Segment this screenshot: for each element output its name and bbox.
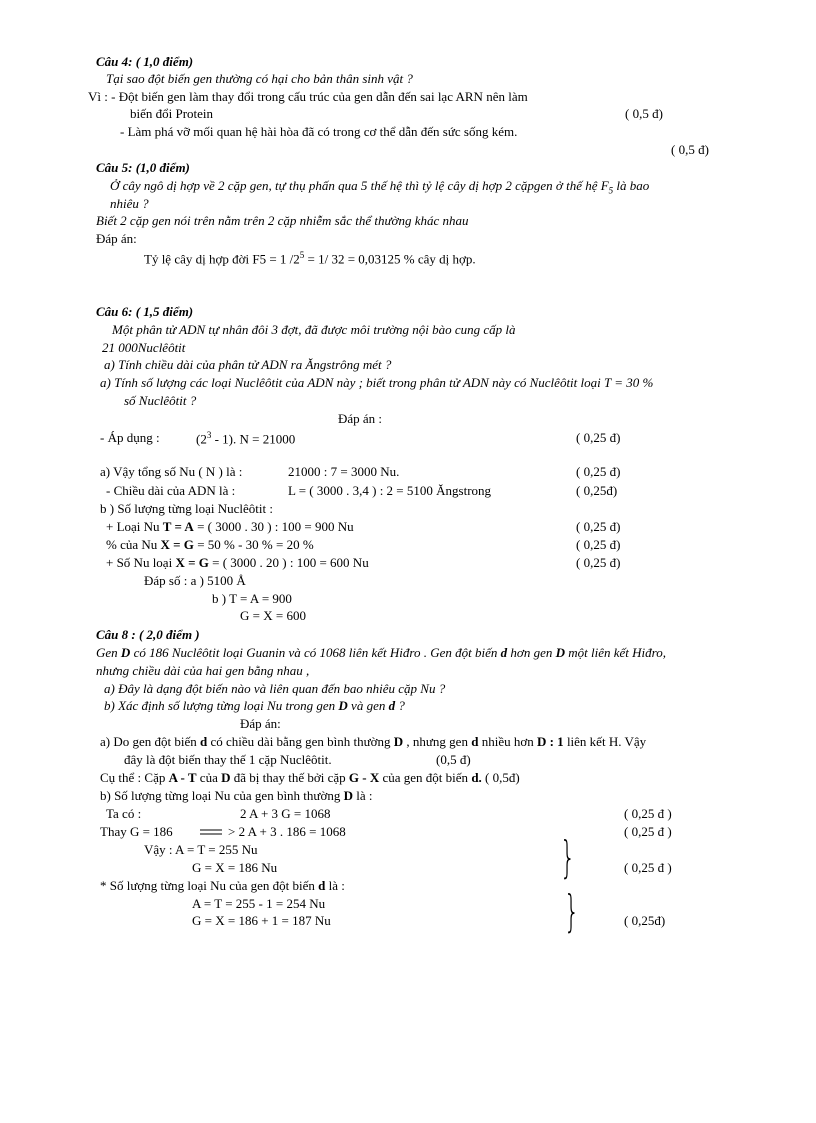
q8-b-label: b) Số lượng từng loại Nu của gen bình thường D là : bbox=[100, 788, 373, 803]
q4-answer-line: Vì : - Đột biến gen làm thay đổi trong cấu trúc của gen dẫn đến sai lạc ARN nên làm bbox=[88, 89, 528, 104]
q8-calc-label: Ta có : bbox=[106, 806, 142, 821]
score-label: ( 0,25 đ) bbox=[576, 430, 621, 445]
q8-title: Câu 8 : ( 2,0 điểm ) bbox=[96, 627, 200, 642]
q8-question-line: nhưng chiều dài của hai gen bằng nhau , bbox=[96, 663, 310, 678]
q6-apply-label: - Áp dụng : bbox=[100, 430, 160, 445]
q6-total-value: 21000 : 7 = 3000 Nu. bbox=[288, 464, 400, 479]
score-label: ( 0,25đ) bbox=[624, 913, 666, 928]
q4-answer-line: biến đổi Protein bbox=[130, 106, 214, 121]
score-label: ( 0,25 đ ) bbox=[624, 824, 672, 839]
q4-title: Câu 4: ( 1,0 điểm) bbox=[96, 54, 194, 69]
score-label: ( 0,25 đ) bbox=[576, 519, 621, 534]
q6-question-line: Một phân tử ADN tự nhân đôi 3 đợt, đã được môi trường nội bào cung cấp là bbox=[112, 322, 516, 337]
q6-length-label: - Chiều dài của ADN là : bbox=[106, 483, 236, 498]
q6-b-line: % của Nu X = G = 50 % - 30 % = 20 % bbox=[106, 537, 314, 552]
q8-question-b: b) Xác định số lượng từng loại Nu trong gen D và gen d ? bbox=[104, 698, 405, 713]
q8-answer-line: đây là đột biến thay thế 1 cặp Nuclêôtit. bbox=[124, 752, 332, 767]
q6-question-b: số Nuclêôtit ? bbox=[124, 393, 197, 408]
q4-answer-line: - Làm phá vỡ mối quan hệ hài hòa đã có trong cơ thể dẫn đến sức sống kém. bbox=[120, 124, 518, 139]
q8-mutant-line: G = X = 186 + 1 = 187 Nu bbox=[192, 913, 331, 928]
q6-b-line: + Số Nu loại X = G = ( 3000 . 20 ) : 100 = 600 Nu bbox=[106, 555, 369, 570]
q4-question: Tại sao đột biến gen thường có hại cho bản thân sinh vật ? bbox=[106, 71, 413, 86]
right-brace-icon: } bbox=[564, 886, 580, 937]
q6-apply-value: $(2^3 - 1)$. N = 21000 bbox=[196, 430, 296, 447]
score-label: ( 0,5 đ) bbox=[625, 106, 663, 121]
q5-title: Câu 5: (1,0 điểm) bbox=[96, 160, 190, 175]
q8-calc-label: Thay G = 186 bbox=[100, 824, 173, 839]
q8-question-a: a) Đây là dạng đột biến nào và liên quan đến bao nhiêu cặp Nu ? bbox=[104, 681, 446, 696]
q5-question-line: Ở cây ngô dị hợp về 2 cặp gen, tự thụ phấn qua 5 thế hệ thì tỷ lệ cây dị hợp 2 cặpgen ở thế hệ $F_5$ là bao bbox=[110, 178, 650, 196]
q6-final-answer: b ) T = A = 900 bbox=[212, 591, 292, 606]
answer-label: Đáp án: bbox=[240, 716, 281, 731]
q5-question-line: nhiêu ? bbox=[110, 196, 149, 211]
q8-result-line: G = X = 186 Nu bbox=[192, 860, 278, 875]
q8-answer-line: Cụ thể : Cặp A - T của D đã bị thay thế bởi cặp G - X của gen đột biến d. ( 0,5đ) bbox=[100, 770, 520, 785]
q6-b-line: + Loại Nu T = A = ( 3000 . 30 ) : 100 = 900 Nu bbox=[106, 519, 354, 534]
q6-final-answer: Đáp số : a ) 5100 Å bbox=[144, 573, 246, 588]
q6-question-b: a) Tính số lượng các loại Nuclêôtit của ADN này ; biết trong phân tử ADN này có Nuclêôtit loại T = 30 % bbox=[100, 375, 654, 390]
q6-length-value: L = ( 3000 . 3,4 ) : 2 = 5100 Ăngstrong bbox=[288, 483, 492, 498]
q6-b-label: b ) Số lượng từng loại Nuclêôtit : bbox=[100, 501, 273, 516]
score-label: ( 0,25 đ) bbox=[576, 555, 621, 570]
right-brace-icon: } bbox=[560, 832, 576, 883]
q8-answer-line: a) Do gen đột biến d có chiều dài bằng gen bình thường D , nhưng gen d nhiều hơn D : 1 liên kết H. Vậy bbox=[100, 734, 647, 749]
q6-total-label: a) Vậy tổng số Nu ( N ) là : bbox=[100, 464, 243, 479]
score-label: ( 0,25 đ ) bbox=[624, 806, 672, 821]
q8-calc-value: > 2 A + 3 . 186 = 1068 bbox=[228, 824, 346, 839]
q6-title: Câu 6: ( 1,5 điểm) bbox=[96, 304, 194, 319]
q8-mutant-label: * Số lượng từng loại Nu của gen đột biến d là : bbox=[100, 878, 345, 893]
q5-answer: Tỷ lệ cây dị hợp đời F5 = 1 $/2^5 = 1/$ 32 = 0,03125 % cây dị hợp. bbox=[144, 250, 476, 267]
score-label: ( 0,25 đ) bbox=[576, 537, 621, 552]
score-label: ( 0,5 đ) bbox=[671, 142, 709, 157]
q5-question-line: Biết 2 cặp gen nói trên nằm trên 2 cặp nhiễm sắc thể thường khác nhau bbox=[96, 213, 469, 228]
score-label: ( 0,25 đ ) bbox=[624, 860, 672, 875]
q8-calc-value: 2 A + 3 G = 1068 bbox=[240, 806, 331, 821]
score-label: ( 0,25 đ) bbox=[576, 464, 621, 479]
q6-question-a: a) Tính chiều dài của phân tử ADN ra Ăngstrông mét ? bbox=[104, 357, 392, 372]
q8-question-line: Gen D có 186 Nuclêôtit loại Guanin và có 1068 liên kết Hiđro . Gen đột biến d hơn gen D một liên kết Hiđro, bbox=[96, 645, 666, 660]
score-label: ( 0,25đ) bbox=[576, 483, 618, 498]
implies-arrow-icon bbox=[200, 827, 228, 837]
q6-question-line: 21 000Nuclêôtit bbox=[102, 340, 186, 355]
q8-result-line: Vậy : A = T = 255 Nu bbox=[144, 842, 258, 857]
score-label: (0,5 đ) bbox=[436, 752, 471, 767]
answer-label: Đáp án: bbox=[96, 231, 137, 246]
answer-label: Đáp án : bbox=[338, 411, 383, 426]
q6-final-answer: G = X = 600 bbox=[240, 608, 306, 623]
q8-mutant-line: A = T = 255 - 1 = 254 Nu bbox=[192, 896, 326, 911]
